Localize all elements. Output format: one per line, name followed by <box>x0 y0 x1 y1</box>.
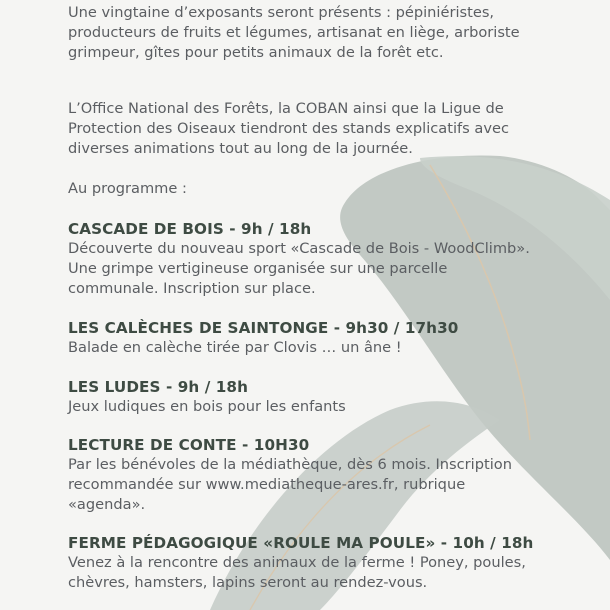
intro-paragraph-stands: L’Office National des Forêts, la COBAN ainsi que la Ligue de Protection des Oiseaux tiendront des stands explicatifs avec diverses animations tout au long de la journée. <box>68 100 509 157</box>
programme-label: Au programme : <box>68 180 187 197</box>
programme-item-title: LES CALÈCHES DE SAINTONGE - 9h30 / 17h30 <box>68 319 459 337</box>
programme-item-title: LES LUDES - 9h / 18h <box>68 378 248 396</box>
programme-item-title: FERME PÉDAGOGIQUE «ROULE MA POULE» - 10h / 18h <box>68 534 534 552</box>
programme-item-ludes <box>68 377 608 417</box>
programme-item-title: LECTURE DE CONTE - 10H30 <box>68 436 310 454</box>
programme-item-text: Venez à la rencontre des animaux de la ferme ! Poney, poules, chèvres, hamsters, lapins seront au rendez-vous. <box>68 554 526 591</box>
programme-item-conte <box>68 435 528 515</box>
programme-item-text: Découverte du nouveau sport «Cascade de Bois - WoodClimb». Une grimpe vertigineuse organisée sur une parcelle communale. Inscription sur place. <box>68 240 530 297</box>
programme-item-text: Jeux ludiques en bois pour les enfants <box>68 398 346 415</box>
programme-item-cascade <box>68 219 538 299</box>
programme-item-caleches <box>68 318 608 358</box>
programme-item-text: Par les bénévoles de la médiathèque, dès 6 mois. Inscription recommandée sur www.mediatheque-ares.fr, rubrique «agenda». <box>68 456 512 513</box>
programme-item-title: CASCADE DE BOIS - 9h / 18h <box>68 220 312 238</box>
programme-item-ferme <box>68 533 538 593</box>
intro-paragraph-exhibitors: Une vingtaine d’exposants seront présents : pépiniéristes, producteurs de fruits et légumes, artisanat en liège, arboriste grimpeur, gîtes pour petits animaux de la forêt etc. <box>68 4 520 61</box>
programme-item-text: Balade en calèche tirée par Clovis … un âne ! <box>68 339 402 356</box>
